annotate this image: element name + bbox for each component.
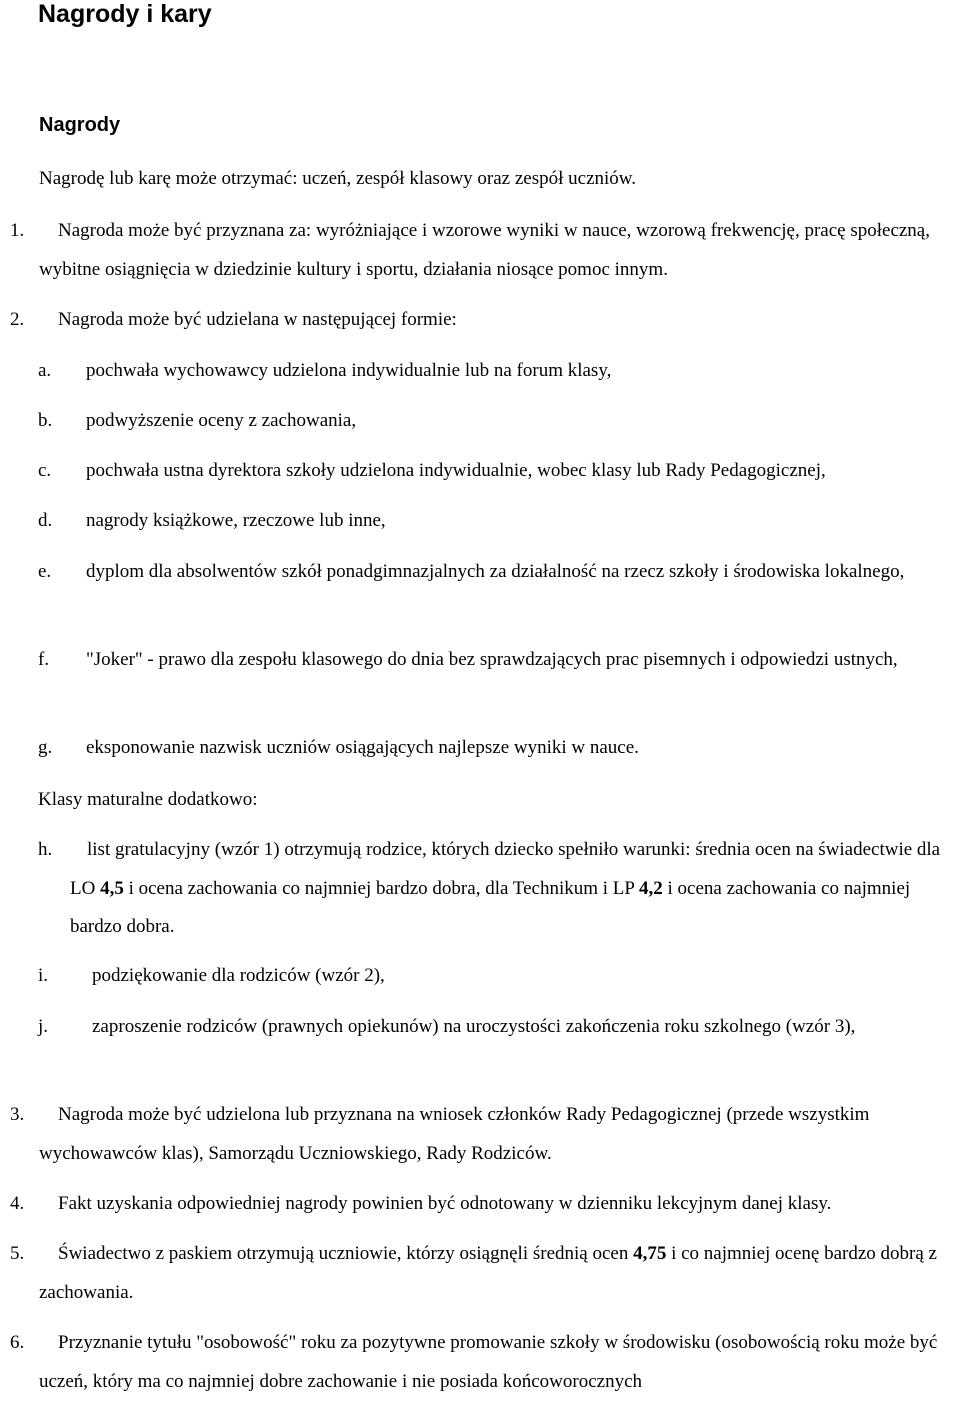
item-5-text: Świadectwo z paskiem otrzymują uczniowie, którzy osiągnęli średnią ocen 4,75 i co najmniej ocenę bardzo dobrą z zachowania. (39, 1243, 937, 1303)
item-1-text: Nagroda może być przyznana za: wyróżniające i wzorowe wyniki w nauce, wzorową frekwencję, pracę społeczną, wybitne osiągnięcia w dziedzinie kultury i sportu, działania niosące pomoc innym. (39, 220, 930, 280)
form-e-text: dyplom dla absolwentów szkół ponadgimnazjalnych za działalność na rzecz szkoły i środowiska lokalnego, (86, 561, 905, 582)
form-c-letter: c. (38, 460, 52, 481)
lo-average-value: 4,5 (100, 877, 124, 899)
form-j-text: zaproszenie rodziców (prawnych opiekunów) na uroczystości zakończenia roku szkolnego (wzór 3), (92, 1016, 856, 1037)
form-d-text: nagrody książkowe, rzeczowe lub inne, (86, 510, 386, 531)
item-3-number: 3. (10, 1104, 25, 1125)
form-a-letter: a. (38, 360, 52, 381)
form-g-text: eksponowanie nazwisk uczniów osiągających najlepsze wyniki w nauce. (86, 737, 639, 758)
form-a-text: pochwała wychowawcy udzielona indywidualnie lub na forum klasy, (86, 360, 612, 381)
form-i-text: podziękowanie dla rodziców (wzór 2), (92, 965, 385, 986)
item-4-number: 4. (10, 1193, 25, 1214)
technikum-average-value: 4,2 (639, 877, 663, 899)
form-b-text: podwyższenie oceny z zachowania, (86, 410, 357, 431)
form-f-letter: f. (38, 649, 50, 670)
form-b-letter: b. (38, 410, 53, 431)
item-5-number: 5. (10, 1243, 25, 1264)
maturalne-label: Klasy maturalne dodatkowo: (38, 789, 258, 810)
item-4-text: Fakt uzyskania odpowiedniej nagrody powinien być odnotowany w dzienniku lekcyjnym danej klasy. (58, 1193, 832, 1214)
item-3-text: Nagroda może być udzielona lub przyznana na wniosek członków Rady Pedagogicznej (przede wszystkim wychowawców klas), Samorządu Uczniowskiego, Rady Rodziców. (39, 1104, 870, 1164)
section-heading: Nagrody (39, 114, 121, 136)
intro-paragraph: Nagrodę lub karę może otrzymać: uczeń, zespół klasowy oraz zespół uczniów. (39, 168, 637, 189)
form-c-text: pochwała ustna dyrektora szkoły udzielona indywidualnie, wobec klasy lub Rady Pedagogicznej, (86, 460, 826, 481)
form-h-text: list gratulacyjny (wzór 1) otrzymują rodzice, których dziecko spełniło warunki: średnia ocen na świadectwie dla LO 4,5 i ocena zachowania co najmniej bardzo dobra, dla Technikum i LP 4,2 i ocena zachowania co najmniej bardzo dobra. (70, 839, 941, 937)
item-6-number: 6. (10, 1332, 25, 1353)
form-g-letter: g. (38, 737, 53, 758)
form-h-letter: h. (38, 839, 53, 860)
form-d-letter: d. (38, 510, 53, 531)
form-f-text: "Joker" - prawo dla zespołu klasowego do dnia bez sprawdzających prac pisemnych i odpowiedzi ustnych, (86, 649, 898, 670)
strip-average-value: 4,75 (633, 1243, 667, 1264)
page-title: Nagrody i kary (38, 0, 212, 28)
item-6-text: Przyznanie tytułu "osobowość" roku za pozytywne promowanie szkoły w środowisku (osobowością roku może być uczeń, który ma co najmniej dobre zachowanie i nie posiada końcoworocznych (39, 1332, 938, 1392)
item-2-number: 2. (10, 309, 25, 330)
form-e-letter: e. (38, 561, 52, 582)
form-j-letter: j. (38, 1016, 49, 1037)
item-2-text: Nagroda może być udzielana w następującej formie: (58, 309, 457, 330)
item-1-number: 1. (10, 220, 25, 241)
form-i-letter: i. (38, 965, 49, 986)
